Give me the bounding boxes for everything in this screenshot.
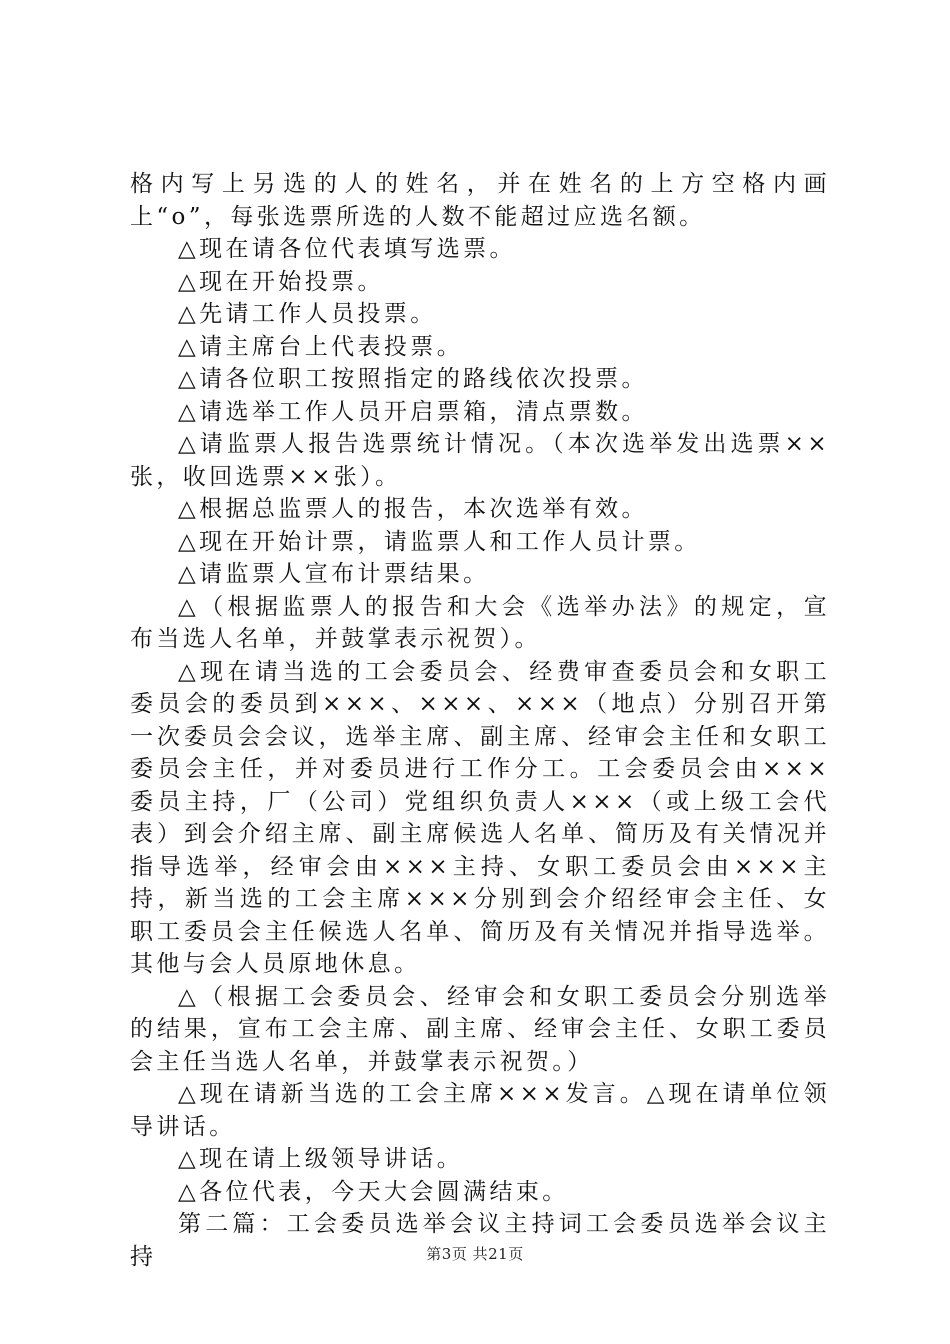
paragraph: △根据总监票人的报告，本次选举有效。 <box>178 496 648 522</box>
paragraph: △请选举工作人员开启票箱，清点票数。 <box>178 398 648 425</box>
paragraph: △请监票人宣布计票结果。 <box>178 561 490 587</box>
paragraph: △现在开始计票，请监票人和工作人员计票。 <box>178 528 701 555</box>
paragraph: △请主席台上代表投票。 <box>178 333 464 360</box>
paragraph: △现在请新当选的工会主席×××发言。△现在请单位领导讲话。 <box>130 1081 830 1140</box>
paragraph: △现在请各位代表填写选票。 <box>178 236 516 262</box>
paragraph: △先请工作人员投票。 <box>178 301 437 327</box>
paragraph: 第二篇：工会委员选举会议主持词工会委员选举会议主持 <box>130 1211 830 1270</box>
paragraph: △请监票人报告选票统计情况。（本次选举发出选票××张，收回选票××张）。 <box>130 431 830 490</box>
paragraph: △请各位职工按照指定的路线依次投票。 <box>178 366 648 392</box>
document-body <box>130 168 830 1273</box>
paragraph: △现在请上级领导讲话。 <box>178 1146 464 1172</box>
paragraph: △各位代表，今天大会圆满结束。 <box>178 1178 569 1205</box>
paragraph: △（根据监票人的报告和大会《选举办法》的规定，宣布当选人名单，并鼓掌表示祝贺）。 <box>130 593 830 652</box>
page-footer: 第3页 共21页 <box>426 1245 524 1263</box>
paragraph: 格内写上另选的人的姓名，并在姓名的上方空格内画上“o”，每张选票所选的人数不能超过应选名额。 <box>130 171 830 230</box>
paragraph: △（根据工会委员会、经审会和女职工委员会分别选举的结果，宣布工会主席、副主席、经审会主任、女职工委员会主任当选人名单，并鼓掌表示祝贺。） <box>130 983 830 1075</box>
paragraph: △现在开始投票。 <box>178 268 384 295</box>
paragraph: △现在请当选的工会委员会、经费审查委员会和女职工委员会的委员到×××、×××、×××（地点）分别召开第一次委员会会议，选举主席、副主席、经审会主任和女职工委员会主任，并对委员进行工作分工。工会委员会由×××委员主持，厂（公司）党组织负责人×××（或上级工会代表）到会介绍主席、副主席候选人名单、简历及有关情况并指导选举，经审会由×××主持、女职工委员会由×××主持，新当选的工会主席×××分别到会介绍经审会主任、女职工委员会主任候选人名单、简历及有关情况并指导选举。其他与会人员原地休息。 <box>130 658 830 977</box>
